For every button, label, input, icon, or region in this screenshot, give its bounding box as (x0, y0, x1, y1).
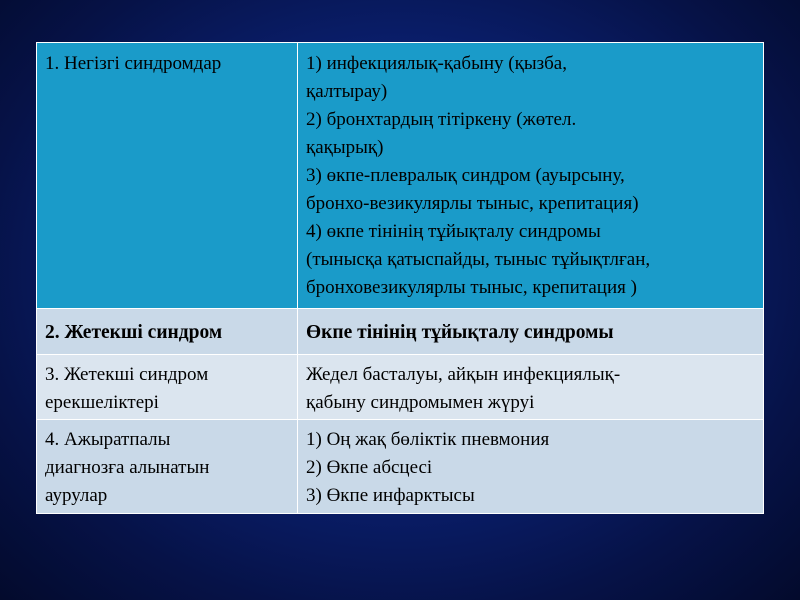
differential-diagnosis-label-line: 4. Ажыратпалы (45, 429, 171, 450)
syndrome-features-value-line: қабыну синдромымен жүруі (306, 392, 535, 413)
differential-diagnosis-label-cell (37, 420, 298, 514)
main-syndromes-line: (тынысқа қатыспайды, тыныс тұйықтлған, (306, 249, 651, 270)
table-row-leading-syndrome (37, 309, 764, 355)
main-syndromes-label: 1. Негізгі синдромдар (45, 53, 222, 74)
syndrome-features-label-line: 3. Жетекші синдром (45, 364, 209, 385)
syndrome-table (36, 42, 764, 514)
main-syndromes-line: қақырық) (306, 137, 384, 158)
syndrome-features-value-line: Жедел басталуы, айқын инфекциялық- (306, 364, 621, 385)
differential-diagnosis-value-line: 1) Оң жақ бөліктік пневмония (306, 429, 550, 450)
main-syndromes-value-cell (298, 43, 764, 309)
main-syndromes-line: 1) инфекциялық-қабыну (қызба, (306, 53, 567, 74)
differential-diagnosis-value-line: 2) Өкпе абсцесі (306, 457, 433, 478)
differential-diagnosis-label-line: диагнозға алынатын (45, 457, 210, 478)
main-syndromes-label-cell (37, 43, 298, 309)
main-syndromes-line: 2) бронхтардың тітіркену (жөтел. (306, 109, 577, 130)
leading-syndrome-value: Өкпе тінінің тұйықталу синдромы (306, 322, 614, 343)
main-syndromes-line: бронхо-везикулярлы тыныс, крепитация) (306, 193, 639, 214)
main-syndromes-line: қалтырау) (306, 81, 388, 102)
differential-diagnosis-value-cell (298, 420, 764, 514)
main-syndromes-line: 4) өкпе тінінің тұйықталу синдромы (306, 221, 601, 242)
syndrome-features-value-cell (298, 355, 764, 420)
syndrome-features-label-cell (37, 355, 298, 420)
differential-diagnosis-value-line: 3) Өкпе инфарктысы (306, 485, 475, 506)
differential-diagnosis-label-line: аурулар (45, 485, 108, 506)
leading-syndrome-label-cell (37, 309, 298, 355)
table-row-main-syndromes (37, 43, 764, 309)
table-row-syndrome-features (37, 355, 764, 420)
table-row-differential-diagnosis (37, 420, 764, 514)
main-syndromes-line: бронховезикулярлы тыныс, крепитация ) (306, 277, 637, 298)
leading-syndrome-value-cell (298, 309, 764, 355)
main-syndromes-line: 3) өкпе-плевралық синдром (ауырсыну, (306, 165, 625, 186)
syndrome-features-label-line: ерекшеліктері (45, 392, 159, 413)
leading-syndrome-label: 2. Жетекші синдром (45, 322, 223, 343)
